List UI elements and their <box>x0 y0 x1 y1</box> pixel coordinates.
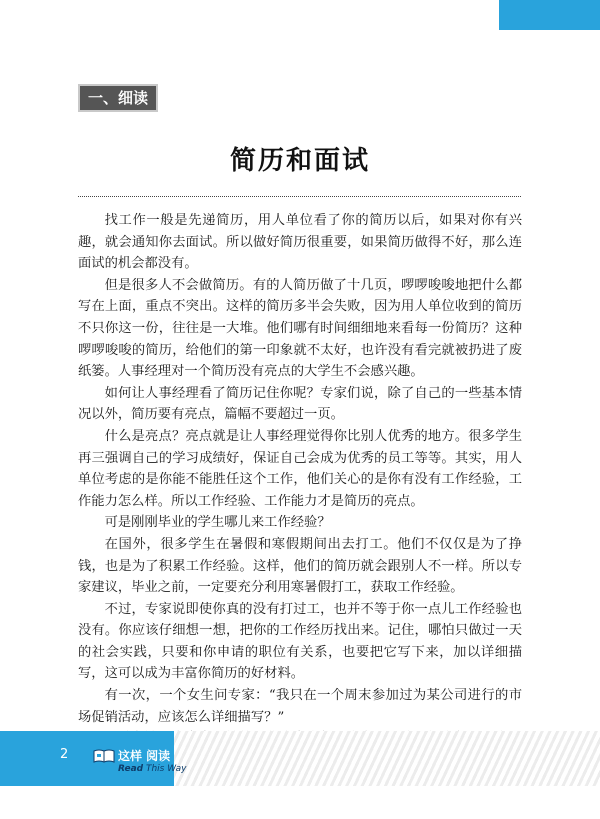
page-number: 2 <box>60 747 69 762</box>
paragraph: 但是很多人不会做简历。有的人简历做了十几页，啰啰唆唆地把什么都写在上面，重点不突出。这样的简历多半会失败，因为用人单位收到的简历不只你这一份，往往是一大堆。他们哪有时间细细地来看每一份简历？这种啰啰唆唆的简历，给他们的第一印象就不太好，也许没有看完就被扔进了废纸篓。人事经理对一个简历没有亮点的大学生不会感兴趣。 <box>78 277 522 380</box>
paragraph: 不过，专家说即使你真的没有打过工，也并不等于你一点儿工作经验也没有。你应该仔细想一想，把你的工作经历找出来。记住，哪怕只做过一天的社会实践，只要和你申请的职位有关系，也要把它写下来，加以详细描写，这可以成为丰富你简历的好材料。 <box>78 601 522 682</box>
series-name-en-rest: This Way <box>145 764 187 774</box>
series-name-cn: 这样 阅读 <box>118 749 171 763</box>
book-icon <box>93 748 115 768</box>
section-label: 一、细读 <box>78 84 158 112</box>
article-body <box>78 210 522 771</box>
paragraph: 什么是亮点？亮点就是让人事经理觉得你比别人优秀的地方。很多学生再三强调自己的学习成绩好，保证自己会成为优秀的员工等等。其实，用人单位考虑的是你能不能胜任这个工作，他们关心的是你有没有工作经验，工作能力怎么样。所以工作经验、工作能力才是简历的亮点。 <box>78 428 522 509</box>
paragraph: 找工作一般是先递简历，用人单位看了你的简历以后，如果对你有兴趣，就会通知你去面试。所以做好简历很重要，如果简历做得不好，那么连面试的机会都没有。 <box>78 213 522 272</box>
paragraph: 可是刚刚毕业的学生哪儿来工作经验？ <box>104 515 331 531</box>
paragraph: 有一次，一个女生问专家：“我只在一个周末参加过为某公司进行的市场促销活动，应该怎么详细描写？” <box>78 688 522 725</box>
series-name-en-bold: Read <box>118 764 144 774</box>
article-title: 简历和面试 <box>229 146 370 176</box>
series-name-en <box>118 764 186 774</box>
dotted-divider <box>78 196 521 197</box>
paragraph: 在国外，很多学生在暑假和寒假期间出去打工。他们不仅仅是为了挣钱，也是为了积累工作经验。这样，他们的简历就会跟别人不一样。所以专家建议，毕业之前，一定要充分利用寒暑假打工，获取工作经验。 <box>78 536 522 596</box>
corner-tab <box>499 0 600 30</box>
paragraph: 如何让人事经理看了简历记住你呢？专家们说，除了自己的一些基本情况以外，简历要有亮点，篇幅不要超过一页。 <box>78 385 522 423</box>
